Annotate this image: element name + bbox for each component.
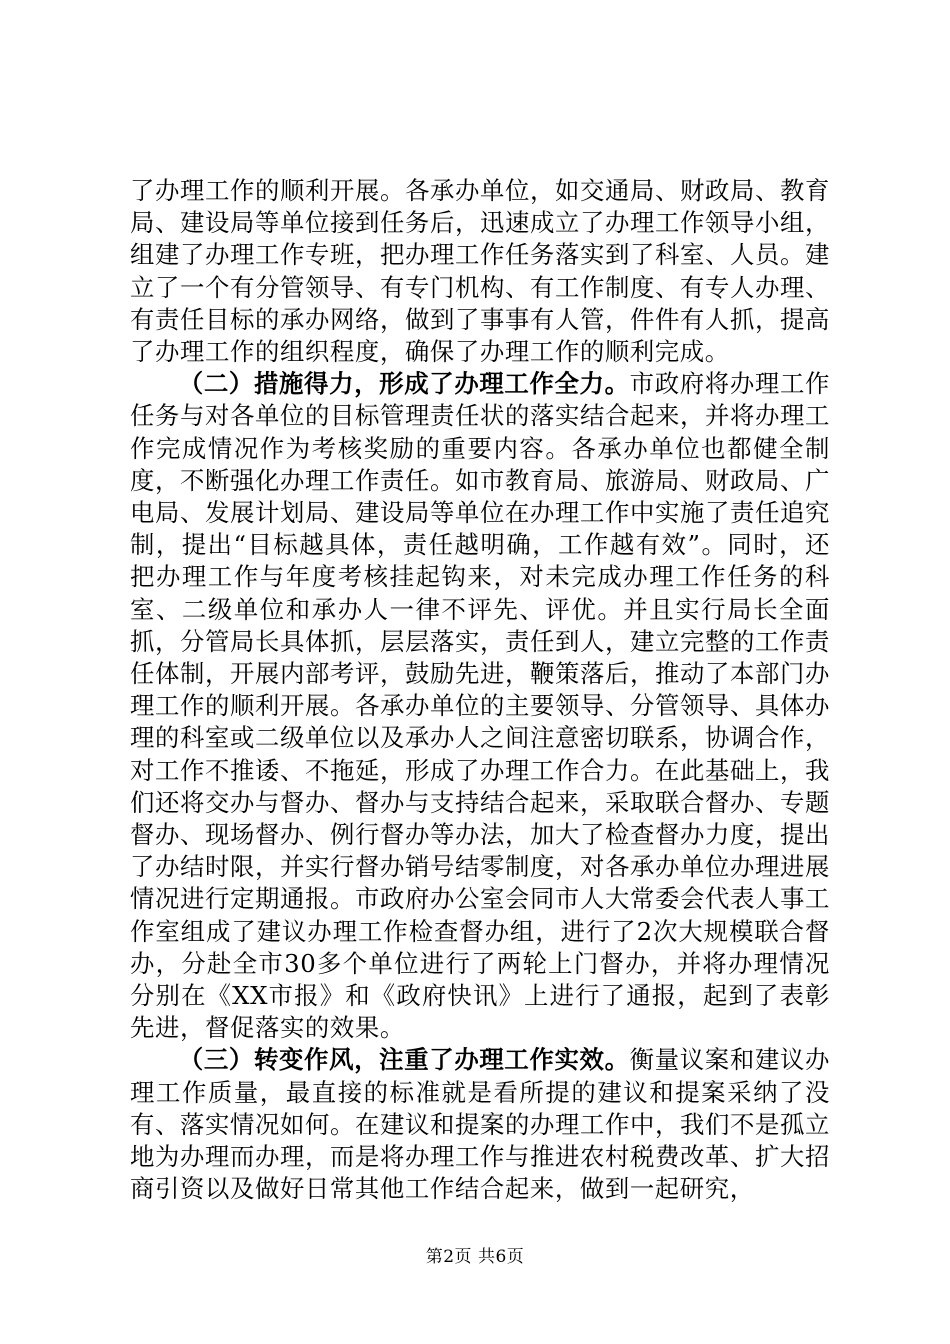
paragraph-body: 衡量议案和建议办理工作质量，最直接的标准就是看所提的建议和提案采纳了没有、落实情况如何。在建议和提案的办理工作中，我们不是孤立地为办理而办理，而是将办理工作与推进农村税费改革、扩大招商引资以及做好日常其他工作结合起来，做到一起研究， [130, 1045, 830, 1204]
paragraph-measures [130, 368, 830, 1044]
paragraph-continuation [130, 175, 830, 368]
paragraph-work-style [130, 1044, 830, 1205]
section-heading: （三）转变作风，注重了办理工作实效。 [178, 1045, 630, 1075]
document-body [130, 175, 830, 1206]
paragraph-body: 了办理工作的顺利开展。各承办单位，如交通局、财政局、教育局、建设局等单位接到任务后，迅速成立了办理工作领导小组，组建了办理工作专班，把办理工作任务落实到了科室、人员。建立了一个有分管领导、有专门机构、有工作制度、有专人办理、有责任目标的承办网络，做到了事事有人管，件件有人抓，提高了办理工作的组织程度，确保了办理工作的顺利完成。 [130, 176, 830, 367]
page-footer [0, 1242, 950, 1267]
paragraph-body: 市政府将办理工作任务与对各单位的目标管理责任状的落实结合起来，并将办理工作完成情况作为考核奖励的重要内容。各承办单位也都健全制度，不断强化办理工作责任。如市教育局、旅游局、财政局、广电局、发展计划局、建设局等单位在办理工作中实施了责任追究制，提出“目标越具体，责任越明确，工作越有效”。同时，还把办理工作与年度考核挂起钩来，对未完成办理工作任务的科室、二级单位和承办人一律不评先、评优。并且实行局长全面抓，分管局长具体抓，层层落实，责任到人，建立完整的工作责任体制，开展内部考评，鼓励先进，鞭策落后，推动了本部门办理工作的顺利开展。各承办单位的主要领导、分管领导、具体办理的科室或二级单位以及承办人之间注意密切联系，协调合作，对工作不推诿、不拖延，形成了办理工作合力。在此基础上，我们还将交办与督办、督办与支持结合起来，采取联合督办、专题督办、现场督办、例行督办等办法，加大了检查督办力度，提出了办结时限，并实行督办销号结零制度，对各承办单位办理进展情况进行定期通报。市政府办公室会同市人大常委会代表人事工作室组成了建议办理工作检查督办组，进行了2次大规模联合督办，分赴全市30多个单位进行了两轮上门督办，并将办理情况分别在《XX市报》和《政府快讯》上进行了通报，起到了表彰先进，督促落实的效果。 [130, 369, 830, 1043]
page-number: 第2页 共6页 [425, 1247, 525, 1267]
section-heading: （二）措施得力，形成了办理工作全力。 [178, 369, 630, 399]
